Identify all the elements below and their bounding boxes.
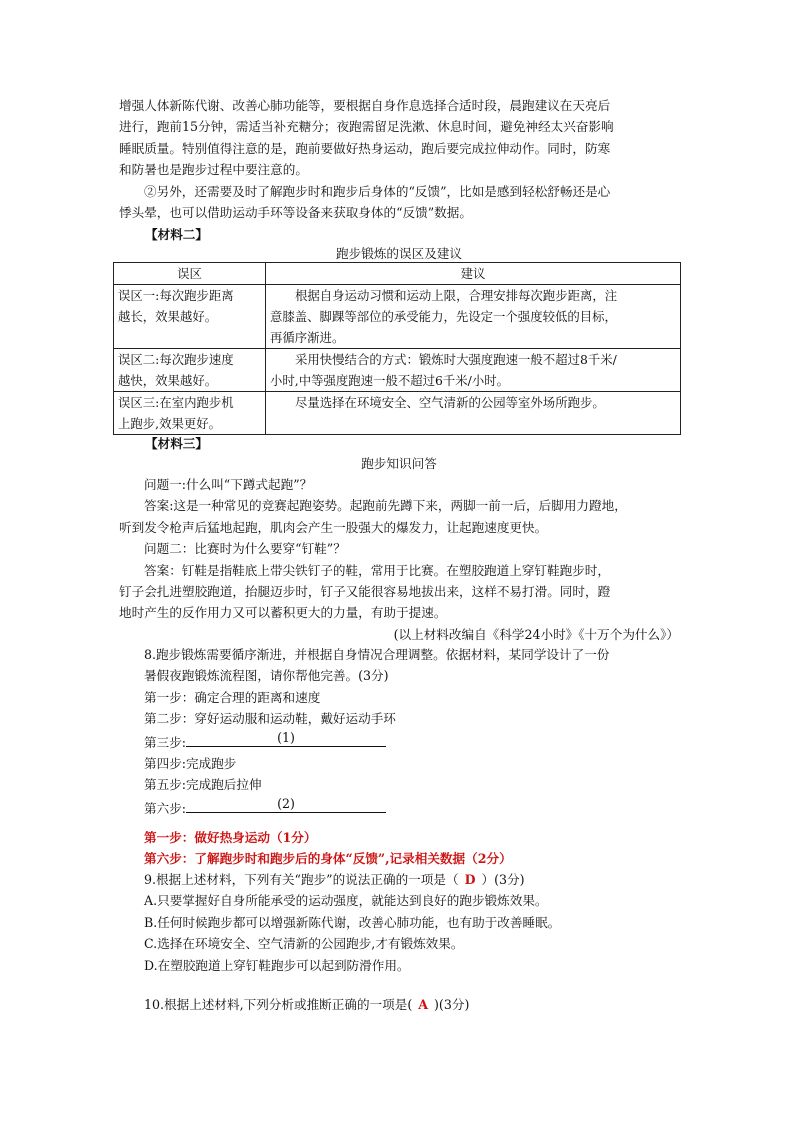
q9-stem-end: ）(3分) [481,872,525,887]
intro-paragraph-2 [119,181,679,224]
cell-line: 越快，效果越好。 [118,373,218,388]
material-3-label: 【材料三】 [145,436,208,451]
answer-blank-1[interactable] [186,730,386,747]
q9-option-d: D.在塑胶跑道上穿钉鞋跑步可以起到防滑作用。 [144,957,410,973]
step-3-label: 第三步: [144,734,187,750]
material-2-label: 【材料二】 [145,227,208,242]
q10-stem-text: 10.根据上述材料,下列分析或推断正确的一项是( [144,997,413,1012]
cell-line: 越长，效果越好。 [118,309,218,324]
question-2: 问题二：比赛时为什么要穿“钉鞋”？ [144,541,346,557]
source-note: (以上材料改编自《科学24小时》《十万个为什么》） [393,626,679,642]
q9-option-a: A.只要掌握好自身所能承受的运动强度，就能达到良好的跑步锻炼效果。 [144,893,548,909]
myth-cell [114,285,266,349]
step-6-label: 第六步: [144,800,187,816]
cell-line: 尽量选择在环境安全、空气清新的公园等室外场所跑步。 [295,395,605,410]
q9-option-c: C.选择在环境安全、空气清新的公园跑步,才有锻炼效果。 [144,936,464,952]
answer-blank-2[interactable] [186,796,386,813]
advice-cell [266,349,681,392]
advice-cell [266,392,681,435]
text-line: 悸头晕，也可以借助运动手环等设备来获取身体的“反馈”数据。 [119,205,472,221]
text-line: 增强人体新陈代谢、改善心肺功能等，要根据自身作息选择合适时段，晨跑建议在天亮后 [119,98,611,113]
answer-2-line: 地时产生的反作用力又可以蓄积更大的力量，有助于提速。 [119,605,447,621]
question-1: 问题一:什么叫“下蹲式起跑”？ [144,477,313,492]
cell-line: 误区一:每次跑步距离 [118,288,234,303]
q8-answer-1: 第一步：做好热身运动（1分） [144,830,317,845]
table-row [114,392,681,435]
myth-cell [114,392,266,435]
step-6 [119,796,679,819]
step-2: 第二步：穿好运动服和运动鞋，戴好运动手环 [144,711,396,727]
q10-stem [119,994,679,1015]
blank-2-label: (2) [277,795,295,811]
question-9 [119,869,679,976]
answer-2-line: 答案：钉鞋是指鞋底上带尖铁钉子的鞋，常用于比赛。在塑胶跑道上穿钉鞋跑步时， [144,562,610,578]
q9-stem [119,869,679,890]
q9-stem-text: 9.根据上述材料，下列有关“跑步”的说法正确的一项是（ [144,872,459,887]
q8-answers [119,827,679,870]
blank-1-label: (1) [277,729,295,745]
cell-line: 采用快慢结合的方式：锻炼时大强度跑速一般不超过8千米/ [295,352,617,367]
q8-stem-line: 暑假夜跑锻炼流程图，请你帮他完善。(3分) [144,668,389,684]
question-8 [119,644,679,819]
question-10 [119,994,679,1015]
qa-block [119,474,679,645]
table-header-cell: 误区 [114,263,266,285]
cell-line: 再循序渐进。 [270,330,345,345]
step-5: 第五步:完成跑后拉伸 [144,777,262,793]
table-header-row [114,263,681,285]
text-line: ②另外，还需要及时了解跑步时和跑步后身体的“反馈”，比如是感到轻松舒畅还是心 [144,184,611,199]
q8-stem-line: 8.跑步锻炼需要循序渐进，并根据自身情况合理调整。依据材料，某同学设计了一份 [144,647,610,662]
table-row [114,349,681,392]
myths-table [113,262,681,435]
intro-paragraph-1 [119,95,679,181]
q8-answer-2: 第六步：了解跑步时和跑步后的身体“反馈”,记录相关数据（2分） [144,851,512,867]
answer-2-line: 钉子会扎进塑胶跑道，抬腿迈步时，钉子又能很容易地拔出来，这样不易打滑。同时，蹬 [119,584,611,600]
table-row [114,285,681,349]
step-4: 第四步:完成跑步 [144,756,237,772]
cell-line: 上跑步,效果更好。 [118,416,222,431]
q9-answer: D [464,872,476,887]
q9-option-b: B.任何时候跑步都可以增强新陈代谢，改善心肺功能，也有助于改善睡眠。 [144,914,561,930]
myth-cell [114,349,266,392]
cell-line: 意膝盖、脚踝等部位的承受能力，先设定一个强度较低的目标， [270,309,617,324]
cell-line: 小时,中等强度跑速一般不超过6千米/小时。 [270,373,510,388]
text-line: 和防暑也是跑步过程中要注意的。 [119,162,308,178]
step-3 [119,730,679,753]
answer-1-line: 听到发令枪声后猛地起跑，肌肉会产生一股强大的爆发力，让起跑速度更快。 [119,519,548,535]
q10-stem-end: )(3分) [434,997,470,1012]
answer-1-line: 答案:这是一种常见的竞赛起跑姿势。起跑前先蹲下来，两脚一前一后，后脚用力蹬地， [144,498,627,514]
qa-title: 跑步知识问答 [361,456,437,471]
text-line: 进行，跑前15分钟，需适当补充糖分；夜跑需留足洗漱、休息时间，避免神经太兴奋影响 [119,119,614,135]
step-1: 第一步：确定合理的距离和速度 [144,689,321,705]
table-header-cell: 建议 [266,263,681,285]
advice-cell [266,285,681,349]
cell-line: 误区三:在室内跑步机 [118,395,234,410]
q10-answer: A [418,997,429,1012]
table-title: 跑步锻炼的误区及建议 [336,246,462,261]
cell-line: 误区二:每次跑步速度 [118,352,234,367]
text-line: 睡眠质量。特别值得注意的是，跑前要做好热身运动，跑后要完成拉伸动作。同时，防寒 [119,140,611,156]
cell-line: 根据自身运动习惯和运动上限，合理安排每次跑步距离，注 [295,288,618,303]
